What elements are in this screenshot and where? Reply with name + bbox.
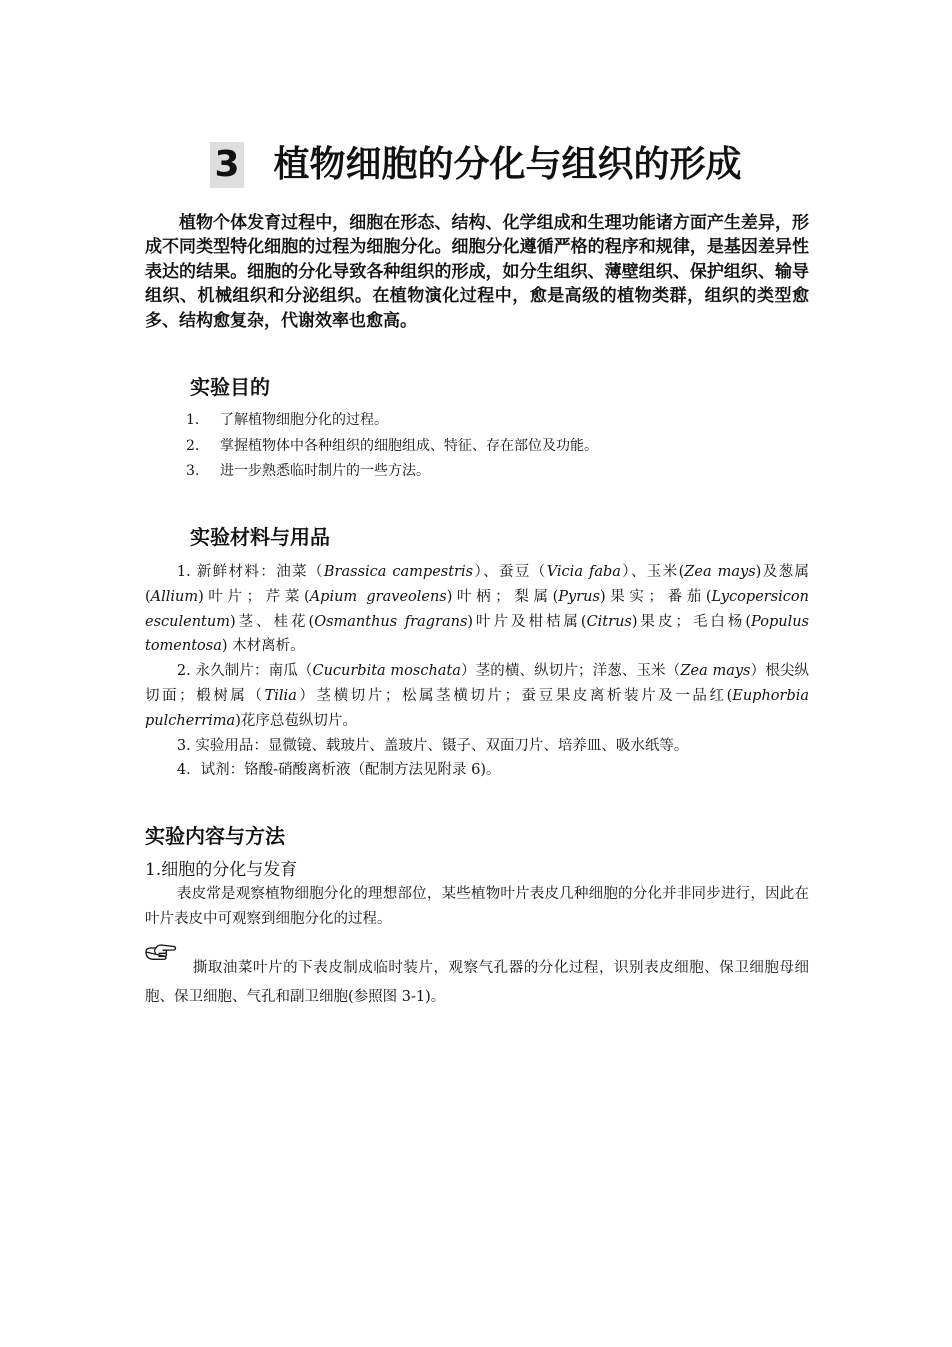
materials-permanent-paragraph: 2. 永久制片：南瓜（Cucurbita moschata）茎的横、纵切片；洋葱、玉米（Zea mays）根尖纵切面；椴树属（Tilia）茎横切片；松属茎横切片；蚕豆果皮离析装片及一品红(Euphorbia pulcherrima)花序总苞纵切片。 [145, 663, 810, 729]
intro-paragraph: 植物个体发育过程中，细胞在形态、结构、化学组成和生理功能诸方面产生差异，形成不同类型特化细胞的过程为细胞分化。细胞分化遵循严格的程序和规律，是基因差异性表达的结果。细胞的分化导致各种组织的形成，如分生组织、薄壁组织、保护组织、输导组织、机械组织和分泌组织。在植物演化过程中，愈是高级的植物类群，组织的类型愈多、结构愈复杂，代谢效率也愈高。 [145, 213, 809, 331]
subsection-heading: 1.细胞的分化与发育 [145, 860, 298, 880]
chapter-number: 3 [210, 142, 243, 188]
list-item: 3. 进一步熟悉临时制片的一些方法。 [186, 463, 430, 479]
materials-fresh-paragraph: 1. 新鲜材料：油菜（Brassica campestris）、蚕豆（Vicia faba）、玉米(Zea mays)及葱属(Allium)叶片；芹菜(Apium graveolens)叶柄；梨属(Pyrus)果实；番茄(Lycopersicon esculentum)茎、桂花(Osmanthus fragrans)叶片及柑桔属(Citrus)果皮；毛白杨(Populus tomentosa) 木材离析。 [145, 564, 809, 655]
materials-section [145, 560, 809, 783]
purpose-list [186, 408, 806, 485]
task-paragraph: 撕取油菜叶片的下表皮制成临时装片，观察气孔器的分化过程，识别表皮细胞、保卫细胞母细胞、保卫细胞、气孔和副卫细胞(参照图 3-1)。 [145, 960, 809, 1005]
list-item: 1. 了解植物细胞分化的过程。 [186, 412, 388, 428]
list-item: 2. 掌握植物体中各种组织的细胞组成、特征、存在部位及功能。 [186, 437, 598, 454]
section-heading-purpose: 实验目的 [190, 375, 270, 399]
page-title [0, 142, 952, 188]
section-heading-materials: 实验材料与用品 [190, 525, 330, 549]
epidermis-paragraph: 表皮常是观察植物细胞分化的理想部位，某些植物叶片表皮几种细胞的分化并非同步进行，因此在叶片表皮中可观察到细胞分化的过程。 [145, 886, 809, 927]
materials-reagent-paragraph: 4．试剂：铬酸-硝酸离析液（配制方法见附录 6)。 [176, 762, 501, 779]
materials-supplies-paragraph: 3. 实验用品：显微镜、载玻片、盖玻片、镊子、双面刀片、培养皿、吸水纸等。 [176, 737, 689, 754]
chapter-title: 植物细胞的分化与组织的形成 [273, 144, 742, 186]
section-heading-content: 实验内容与方法 [145, 824, 285, 848]
